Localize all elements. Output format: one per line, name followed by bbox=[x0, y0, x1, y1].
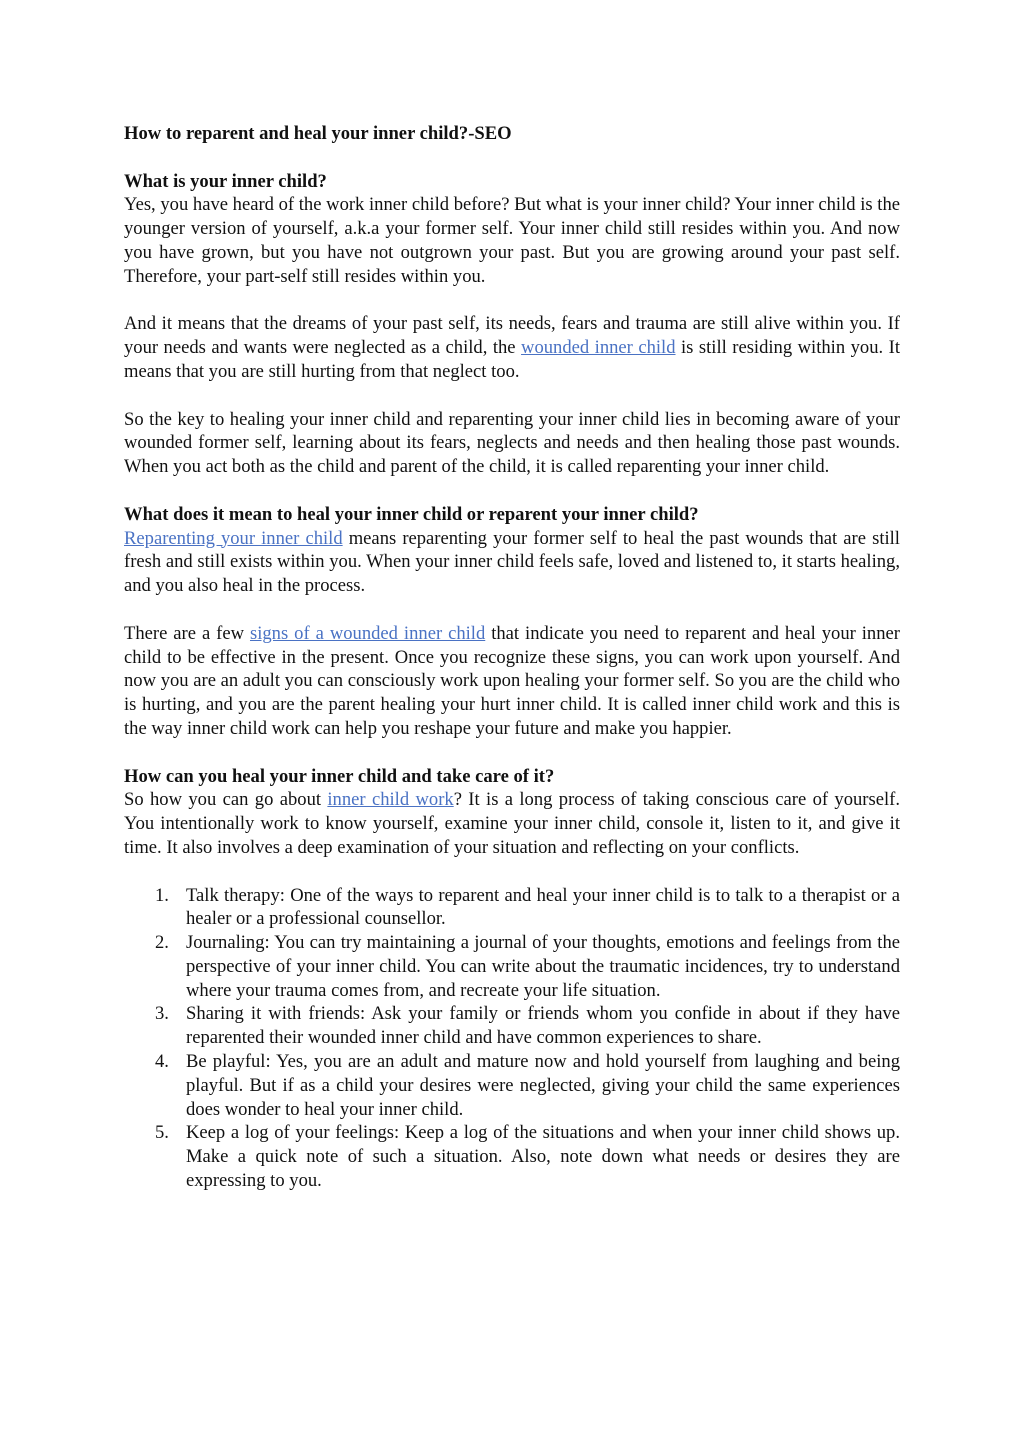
list-number: 4. bbox=[155, 1051, 169, 1073]
list-item-text: Talk therapy: One of the ways to reparent and heal your inner child is to talk to a therapist or a healer or a professional counsellor. bbox=[186, 884, 900, 930]
paragraph-text: is still residing within you. It means that you are still hurting from that neglect too. bbox=[124, 337, 900, 382]
list-item-text: Sharing it with friends: Ask your family or friends whom you confide in about if they have reparented their wounded inner child and have common experiences to share. bbox=[186, 1003, 900, 1049]
list-item bbox=[124, 931, 900, 1002]
list-item bbox=[124, 884, 900, 932]
document-title: How to reparent and heal your inner child?-SEO bbox=[124, 123, 512, 144]
paragraph bbox=[124, 312, 900, 383]
wounded-inner-child-link[interactable]: wounded inner child bbox=[521, 337, 676, 359]
paragraph-text: There are a few bbox=[124, 622, 250, 644]
list-number: 5. bbox=[155, 1122, 169, 1144]
list-item bbox=[124, 1002, 900, 1050]
list-item-text: Be playful: Yes, you are an adult and mature now and hold yourself from laughing and being playful. But if as a child your desires were neglected, giving your child the same experiences does wonder to heal your inner child. bbox=[186, 1051, 900, 1120]
paragraph: Yes, you have heard of the work inner child before? But what is your inner child? Your inner child is the younger version of yourself, a.k.a your former self. Your inner child still resides within you. And now you have grown, but you have not outgrown your past. But you are growing around your past self. Therefore, your part-self still resides within you. bbox=[124, 194, 900, 287]
paragraph bbox=[124, 622, 900, 741]
section-heading-heal-or-reparent: What does it mean to heal your inner child or reparent your inner child? bbox=[124, 503, 699, 525]
list-number: 1. bbox=[155, 884, 169, 906]
paragraph-text: And it means that the dreams of your past self, its needs, fears and trauma are still alive within you. If your needs and wants were neglected as a child, the bbox=[124, 313, 900, 359]
inner-child-work-link[interactable]: inner child work bbox=[327, 789, 454, 811]
list-number: 3. bbox=[155, 1003, 169, 1025]
healing-steps-list bbox=[124, 884, 900, 1193]
paragraph bbox=[124, 788, 900, 859]
list-item-text: Journaling: You can try maintaining a journal of your thoughts, emotions and feelings from the perspective of your inner child. You can write about the traumatic incidences, try to understand where your trauma comes from, and recreate your life situation. bbox=[186, 932, 900, 1001]
paragraph: So the key to healing your inner child and reparenting your inner child lies in becoming aware of your wounded former self, learning about its fears, neglects and needs and then healing those past wounds. When you act both as the child and parent of the child, it is called reparenting your inner child. bbox=[124, 408, 900, 478]
section-heading-how-to-heal: How can you heal your inner child and take care of it? bbox=[124, 765, 555, 787]
paragraph-text: means reparenting your former self to heal the past wounds that are still fresh and still exists within you. When your inner child feels safe, loved and listened to, it starts healing, and you also heal in the process. bbox=[124, 527, 900, 597]
reparenting-inner-child-link[interactable]: Reparenting your inner child bbox=[124, 527, 343, 549]
paragraph-text: that indicate you need to reparent and heal your inner child to be effective in the present. Once you recognize these signs, you can work upon yourself. And now you are an adult you can consciously work upon healing your former self. So you are the child who is hurting, and you are the parent healing your hurt inner child. It is called inner child work and this is the way inner child work can help you reshape your future and make you happier. bbox=[124, 622, 900, 739]
list-item bbox=[124, 1050, 900, 1121]
paragraph-text: So how you can go about bbox=[124, 789, 328, 811]
paragraph-text: ? It is a long process of taking conscious care of yourself. You intentionally work to know yourself, examine your inner child, console it, listen to it, and give it time. It also involves a deep examination of your situation and reflecting on your conflicts. bbox=[124, 789, 900, 858]
list-number: 2. bbox=[155, 932, 169, 954]
document-page bbox=[124, 122, 900, 1193]
list-item-text: Keep a log of your feelings: Keep a log of the situations and when your inner child shows up. Make a quick note of such a situation. Also, note down what needs or desires they are expressing to you. bbox=[186, 1122, 900, 1192]
paragraph bbox=[124, 527, 900, 598]
section-heading-what-is-inner-child: What is your inner child? bbox=[124, 170, 327, 192]
list-item bbox=[124, 1121, 900, 1192]
signs-wounded-inner-child-link[interactable]: signs of a wounded inner child bbox=[249, 622, 486, 644]
